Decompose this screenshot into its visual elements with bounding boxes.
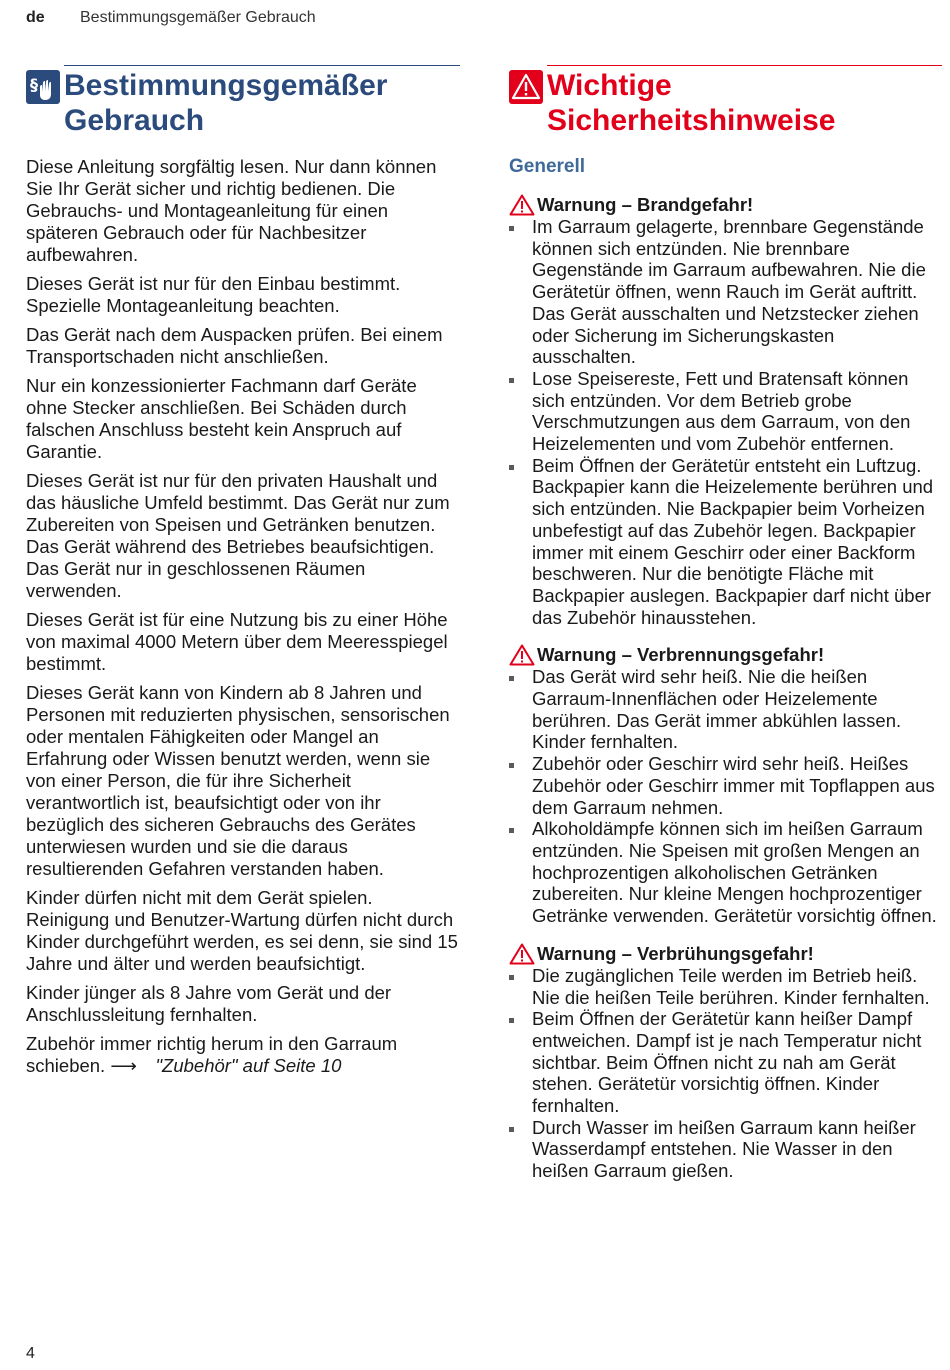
warning-list	[509, 666, 942, 926]
list-item-text: Beim Öffnen der Gerätetür kann heißer Dampf entweichen. Dampf ist je nach Temperatur nicht sichtbar. Beim Öffnen nicht zu nah am Gerät stehen. Gerätetür vorsichtig öffnen. Kinder fernhalten.	[532, 1008, 922, 1117]
paragraph: Kinder jünger als 8 Jahre vom Gerät und der Anschlussleitung fernhalten.	[26, 982, 392, 1025]
paragraph: Dieses Gerät kann von Kindern ab 8 Jahren und Personen mit reduzierten physischen, sensorischen oder mentalen Fähigkeiten oder Mangel an Erfahrung oder Wissen benutzt werden, wenn sie von einer Person, die für ihre Sicherheit verantwortlich ist, beaufsichtigt oder von ihr bezüglich des sicheren Gebrauchs des Gerätes unterwiesen wurden und sie die daraus resultierenden Gefahren verstanden haben.	[26, 682, 450, 879]
paragraph: Dieses Gerät ist für eine Nutzung bis zu einer Höhe von maximal 4000 Metern über dem Meeresspiegel bestimmt.	[26, 609, 448, 674]
bullet-icon	[509, 465, 514, 470]
list-item-text: Zubehör oder Geschirr wird sehr heiß. Heißes Zubehör oder Geschirr immer mit Topflappen aus dem Garraum nehmen.	[532, 753, 935, 818]
paragraph-with-xref	[26, 1033, 460, 1077]
list-item-text: Lose Speisereste, Fett und Bratensaft können sich entzünden. Vor dem Betrieb grobe Verschmutzungen aus dem Garraum, von den Heizelementen und vom Zubehör entfernen.	[532, 367, 911, 455]
paragraph: Nur ein konzessionierter Fachmann darf Geräte ohne Stecker anschließen. Bei Schäden durch falschen Anschluss besteht kein Anspruch auf Garantie.	[26, 375, 417, 462]
bullet-icon	[509, 1127, 514, 1132]
bullet-icon	[509, 378, 514, 383]
warning-triangle-icon	[509, 70, 543, 104]
xref-arrow-icon: ⟶	[110, 1055, 137, 1076]
warning-title: Warnung – Verbrennungsgefahr!	[537, 644, 825, 666]
intended-use-section	[26, 65, 460, 1084]
bullet-icon	[509, 1018, 514, 1023]
page-number: 4	[26, 1345, 35, 1362]
list-item-text: Alkoholdämpfe können sich im heißen Garraum entzünden. Nie Speisen mit großen Mengen an hochprozentigen alkoholischen Getränken zubereiten. Nur kleine Mengen hochprozentiger Getränke verwenden. Gerätetür vorsichtig öffnen.	[532, 818, 937, 927]
safety-heading	[509, 68, 942, 138]
list-item-text: Das Gerät wird sehr heiß. Nie die heißen Garraum-Innenflächen oder Heizelemente berühren. Das Gerät immer abkühlen lassen. Kinder fernhalten.	[532, 666, 902, 753]
warning-icon	[509, 194, 535, 216]
section-title: Generell	[509, 156, 586, 177]
intended-use-hand-icon	[26, 70, 60, 104]
bullet-icon	[509, 975, 514, 980]
bullet-icon	[509, 676, 514, 681]
paragraph: Dieses Gerät ist nur für den Einbau bestimmt. Spezielle Montageanleitung beachten.	[26, 273, 401, 316]
list-item	[509, 965, 942, 1008]
list-item	[509, 1008, 942, 1117]
warning-title: Warnung – Brandgefahr!	[537, 194, 754, 215]
paragraph: Kinder dürfen nicht mit dem Gerät spielen. Reinigung und Benutzer-Wartung dürfen nicht durch Kinder durchgeführt werden, es sei denn, sie sind 15 Jahre und älter und werden beaufsichtigt.	[26, 887, 458, 974]
cross-reference-link[interactable]: "Zubehör" auf Seite 10	[155, 1055, 342, 1076]
heading-rule	[64, 65, 460, 66]
list-item	[509, 1117, 942, 1182]
warning-heading	[509, 644, 942, 666]
list-item-text: Durch Wasser im heißen Garraum kann heißer Wasserdampf entstehen. Nie Wasser in den heißen Garraum gießen.	[532, 1116, 916, 1182]
paragraph: Diese Anleitung sorgfältig lesen. Nur dann können Sie Ihr Gerät sicher und richtig bedienen. Die Gebrauchs- und Montageanleitung für einen späteren Gebrauch oder für Nachbesitzer aufbewahren.	[26, 156, 437, 265]
heading-rule	[547, 65, 942, 66]
paragraph-text: Zubehör immer richtig herum in den Garraum schieben.	[26, 1033, 398, 1076]
list-item	[509, 216, 942, 368]
warning-icon	[509, 644, 535, 666]
warning-list	[509, 216, 942, 628]
heading-line-1: Bestimmungsgemäßer	[64, 69, 388, 102]
header-language: de	[26, 9, 45, 26]
list-item-text: Die zugänglichen Teile werden im Betrieb heiß. Nie die heißen Teile berühren. Kinder fernhalten.	[532, 964, 930, 1008]
bullet-icon	[509, 226, 514, 231]
bullet-icon	[509, 828, 514, 833]
list-item-text: Im Garraum gelagerte, brennbare Gegenstände können sich entzünden. Nie brennbare Gegenstände im Garraum aufbewahren. Nie die Gerätetür öffnen, wenn Rauch im Gerät auftritt. Das Gerät ausschalten und Netzstecker ziehen oder Sicherung im Sicherungskasten ausschalten.	[532, 216, 926, 368]
list-item	[509, 666, 942, 753]
list-item	[509, 818, 942, 927]
header-title: Bestimmungsgemäßer Gebrauch	[80, 9, 316, 26]
safety-section	[509, 65, 942, 1182]
heading-line-2: Sicherheitshinweise	[547, 104, 836, 137]
paragraph: Das Gerät nach dem Auspacken prüfen. Bei einem Transportschaden nicht anschließen.	[26, 324, 443, 367]
list-item	[509, 368, 942, 455]
warning-heading	[509, 194, 942, 216]
warning-title: Warnung – Verbrühungsgefahr!	[537, 942, 814, 964]
list-item	[509, 753, 942, 818]
warning-list	[509, 965, 942, 1182]
list-item-text: Beim Öffnen der Gerätetür entsteht ein Luftzug. Backpapier kann die Heizelemente berühren und sich entzünden. Nie Backpapier beim Vorheizen unbefestigt auf das Zubehör legen. Backpapier immer mit einem Geschirr oder einer Backform beschweren. Nur die benötigte Fläche mit Backpapier auslegen. Backpapier darf nicht über das Zubehör hinausstehen.	[532, 454, 934, 628]
intended-use-heading	[26, 68, 460, 138]
heading-line-1: Wichtige	[547, 69, 672, 102]
list-item	[509, 455, 942, 629]
warning-heading	[509, 943, 942, 965]
svg-text:§: §	[30, 75, 38, 94]
paragraph: Dieses Gerät ist nur für den privaten Haushalt und das häusliche Umfeld bestimmt. Das Gerät nur zum Zubereiten von Speisen und Getränken benutzen. Das Gerät während des Betriebes beaufsichtigen. Das Gerät nur in geschlossenen Räumen verwenden.	[26, 470, 450, 601]
bullet-icon	[509, 763, 514, 768]
heading-line-2: Gebrauch	[64, 104, 205, 137]
warning-icon	[509, 943, 535, 965]
